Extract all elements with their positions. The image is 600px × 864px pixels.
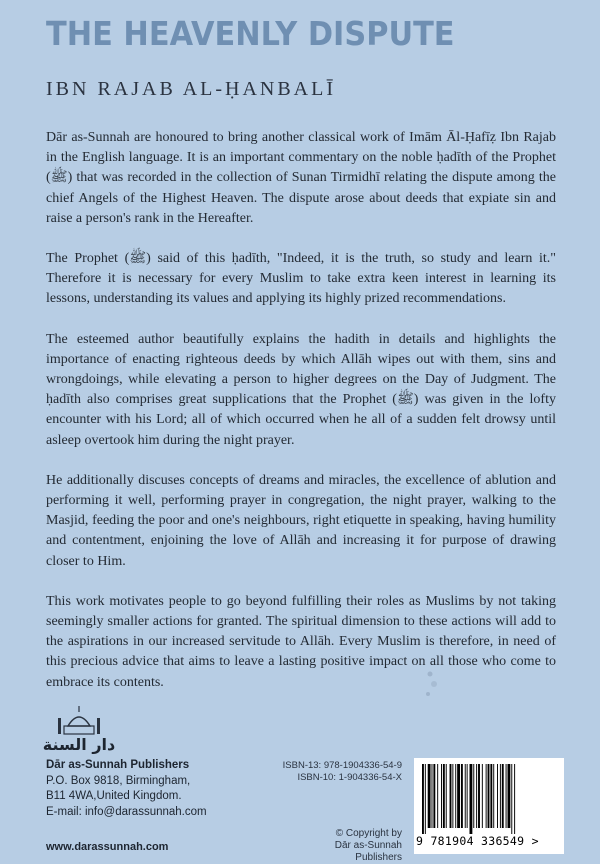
mosque-logo-icon (34, 704, 124, 754)
logo-arabic-text: دار السنة (42, 735, 116, 754)
cover-blemish (418, 664, 448, 704)
barcode (414, 758, 564, 854)
publisher-name: Dār as-Sunnah Publishers (46, 759, 190, 771)
blurb (46, 128, 556, 713)
copyright-block (300, 828, 402, 864)
isbn-13: ISBN-13: 978-1904336-54-9 (282, 760, 402, 771)
publisher-website: www.darassunnah.com (46, 841, 169, 853)
barcode-bars-icon (422, 764, 556, 834)
copyright-line2: Dār as-Sunnah Publishers (334, 840, 402, 863)
publisher-address-line1: P.O. Box 9818, Birmingham, (46, 774, 191, 787)
blurb-paragraph-3: The esteemed author beautifully explains the hadith in details and highlights the importance of enacting righteous deeds by which Allāh wipes out with them, sins and wrongdoings, while elevating a person to higher degrees on the Day of Judgment. The ḥadīth also comprises great supplications that the Prophet (ﷺ) was given in the lofty encounter with his Lord; all of which occurred when he all of a sudden felt drowsy until asleep overtook him during the night prayer. (46, 331, 556, 448)
publisher-email: E-mail: info@darassunnah.com (46, 805, 207, 818)
barcode-digits: 9 781904 336549 > (416, 834, 539, 848)
publisher-address-line2: B11 4WA,United Kingdom. (46, 790, 182, 802)
book-title: THE HEAVENLY DISPUTE (46, 14, 455, 53)
isbn-10: ISBN-10: 1-904336-54-X (297, 772, 402, 783)
blurb-paragraph-4: He additionally discuses concepts of dreams and miracles, the excellence of ablution and performing it well, performing prayer in congregation, the night prayer, walking to the Masjid, feeding the poor and one's neighbours, right etiquette in speaking, having humility and contentment, enjoining the love of Allāh and increasing it for purpose of drawing closer to Him. (46, 472, 556, 569)
copyright-line1: © Copyright by (335, 828, 402, 839)
blurb-paragraph-5: This work motivates people to go beyond fulfilling their roles as Muslims by not taking seemingly smaller actions for granted. The spiritual dimension to these actions will add to the aspirations in our increased servitude to Allāh. Every Muslim is therefore, in need of this precious advice that aims to leave a lasting positive impact on all those who come to embrace its contents. (46, 593, 556, 690)
isbn-block (244, 760, 402, 784)
book-author: IBN RAJAB AL-ḤANBALĪ (46, 78, 336, 100)
publisher-info (46, 758, 207, 820)
blurb-paragraph-1: Dār as-Sunnah are honoured to bring another classical work of Imām Āl-Ḥafīẓ Ibn Rajab in the English language. It is an important commentary on the noble ḥadīth of the Prophet (ﷺ) that was recorded in the collection of Sunan Tirmidhī relating the dispute among the chief Angels of the Highest Heaven. The dispute arose about deeds that expiate sin and raise a person's rank in the Hereafter. (46, 130, 556, 226)
blurb-paragraph-2: The Prophet (ﷺ) said of this ḥadīth, "Indeed, it is the truth, so study and learn it." Therefore it is necessary for every Muslim to take extra keen interest in learning its lessons, understanding its values and applying its highly prized recommendations. (46, 251, 556, 307)
publisher-logo (34, 704, 124, 754)
